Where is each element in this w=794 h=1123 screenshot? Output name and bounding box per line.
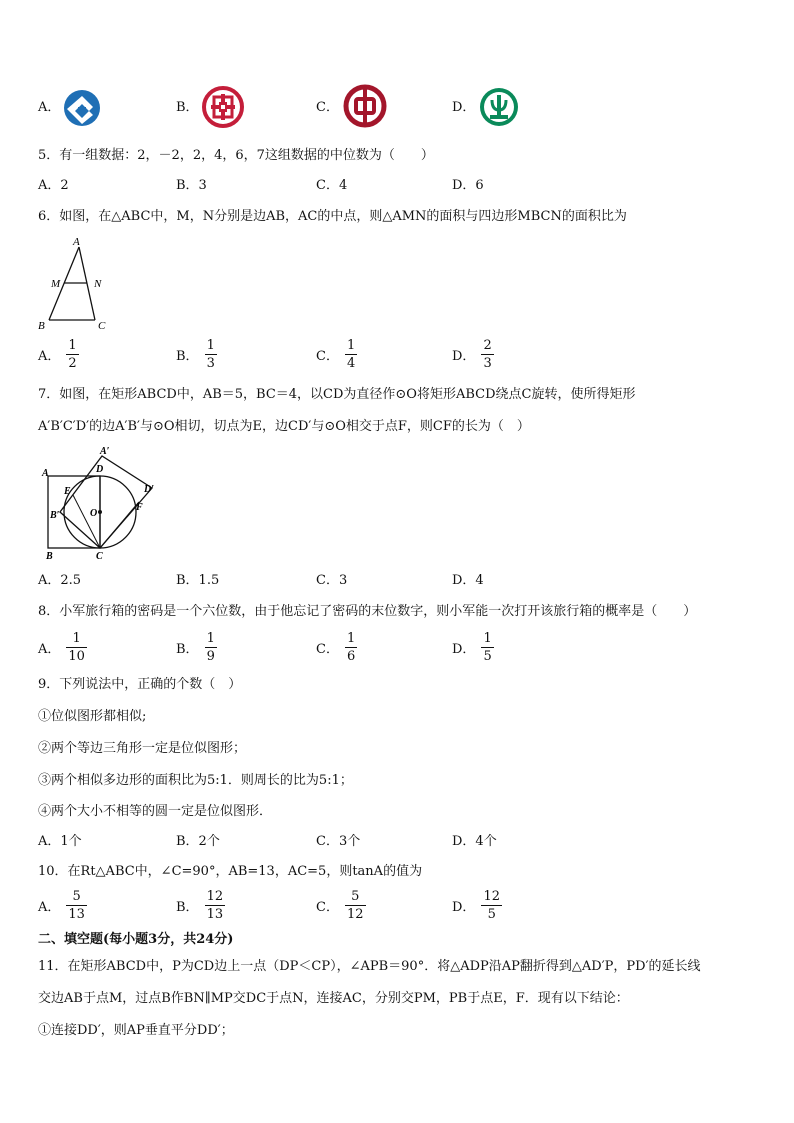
q7-label-b-prime: B′ [50,510,60,521]
q10-option-d: D． $\frac{12}{5}$ [452,889,500,922]
q7-label-b: B [46,551,53,562]
q7-stem-line1: 7．如图，在矩形ABCD中，AB＝5，BC＝4，以CD为直径作⊙O将矩形ABCD绕点C旋转，使所得矩形 [38,387,636,402]
q6-option-b: B． $\frac{1}{3}$ [176,338,215,371]
q6-label-m: M [51,278,61,290]
q9-option-a: A．1个 [38,834,82,849]
q5-option-c: C．4 [316,178,348,193]
q5-stem: 5．有一组数据：2，－2，2，4，6，7这组数据的中位数为（ ） [38,148,434,163]
q7-option-a: A．2.5 [38,573,82,588]
q6-stem: 6．如图，在△ABC中，M，N分别是边AB，AC的中点，则△AMN的面积与四边形MBCN的面积比为 [38,209,627,224]
q11-line2: 交边AB于点M，过点B作BN∥MP交DC于点N，连接AC，分别交PM，PB于点E，F．现有以下结论： [38,991,629,1006]
q6-label-c: C [98,320,106,332]
q7-rotation-figure [36,444,166,562]
q6-option-d: D． $\frac{2}{3}$ [452,338,492,371]
q11-line3: ①连接DD′，则AP垂直平分DD′； [38,1023,234,1038]
q5-option-b: B．3 [176,178,207,193]
q6-label-b: B [38,320,45,332]
q4-option-b-label: B． [176,100,199,115]
q8-option-d: D． $\frac{1}{5}$ [452,631,492,664]
q10-option-a: A． $\frac{5}{13}$ [38,889,85,922]
q7-option-c: C．3 [316,573,348,588]
q4-option-a-label: A． [38,100,61,115]
q10-option-b: B． $\frac{12}{13}$ [176,889,224,922]
q8-option-c: C． $\frac{1}{6}$ [316,631,356,664]
q7-label-a-prime: A′ [100,446,110,457]
q9-item-2: ②两个等边三角形一定是位似图形； [38,741,247,756]
q6-option-a: A． $\frac{1}{2}$ [38,338,77,371]
q9-option-b: B．2个 [176,834,220,849]
q9-option-d: D．4个 [452,834,497,849]
boc-logo [343,84,387,128]
q5-option-d: D．6 [452,178,484,193]
q8-stem: 8．小军旅行箱的密码是一个六位数，由于他忘记了密码的末位数字，则小军能一次打开该旅行箱的概率是（ ） [38,604,697,619]
q9-item-4: ④两个大小不相等的圆一定是位似图形． [38,804,273,819]
q6-label-a: A [73,236,80,248]
q7-label-f: F [136,502,143,513]
q6-label-n: N [94,278,102,290]
q4-option-c-label: C． [316,100,339,115]
abc-logo [478,86,520,128]
q7-label-o: O [90,508,98,519]
q7-option-d: D．4 [452,573,484,588]
q6-triangle-figure [36,234,116,334]
q7-stem-line2: A′B′C′D′的边A′B′与⊙O相切，切点为E，边CD′与⊙O相交于点F，则CF的长为（ ） [38,419,530,434]
q9-item-3: ③两个相似多边形的面积比为5:1．则周长的比为5:1； [38,773,353,788]
q7-label-c: C [96,551,103,562]
q10-stem: 10．在Rt△ABC中，∠C=90°，AB=13，AC=5，则tanA的值为 [38,864,423,879]
q4-option-d-label: D． [452,100,476,115]
q7-option-b: B．1.5 [176,573,220,588]
section-2-title: 二、填空题(每小题3分，共24分) [38,932,234,947]
q10-option-c: C． $\frac{5}{12}$ [316,889,364,922]
q11-line1: 11．在矩形ABCD中，P为CD边上一点（DP＜CP），∠APB＝90°．将△ADP沿AP翻折得到△AD′P，PD′的延长线 [38,959,701,974]
q7-label-a: A [42,468,49,479]
q9-option-c: C．3个 [316,834,361,849]
q7-label-d: D [96,464,104,475]
q7-label-d-prime: D′ [144,484,155,495]
icbc-logo [202,86,244,128]
q9-item-1: ①位似图形都相似; [38,709,147,724]
q8-option-b: B． $\frac{1}{9}$ [176,631,215,664]
q8-option-a: A． $\frac{1}{10}$ [38,631,85,664]
q9-stem: 9．下列说法中，正确的个数（ ） [38,677,242,692]
ccb-logo [62,88,102,128]
q5-option-a: A．2 [38,178,69,193]
q7-label-e: E [64,486,71,497]
q6-option-c: C． $\frac{1}{4}$ [316,338,356,371]
